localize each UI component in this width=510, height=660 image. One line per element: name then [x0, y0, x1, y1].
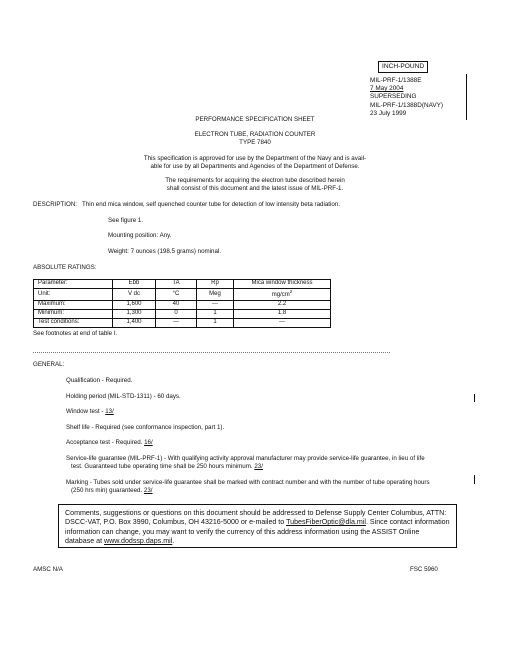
superseded-doc: MIL-PRF-1/1388D(NAVY) [370, 101, 444, 109]
unit-cell [234, 289, 331, 301]
superseding-label: SUPERSEDING [370, 93, 417, 101]
change-bar [474, 475, 475, 484]
acceptance-ref: 16/ [144, 439, 153, 446]
inch-pound-badge: INCH-POUND [378, 61, 428, 73]
marking [66, 479, 430, 495]
unit-text: mg/cm [271, 292, 290, 298]
change-bar [466, 74, 467, 120]
requirements-line-1: The requirements for acquiring the electron tube described herein [165, 177, 345, 184]
fsc-label: FSC 5960 [410, 566, 438, 573]
unit-superscript: 2 [289, 289, 293, 294]
qualification: Qualification - Required. [66, 377, 133, 384]
ratings-table [33, 279, 331, 328]
doc-number: MIL-PRF-1/1388E [370, 77, 422, 84]
service-line-2 [66, 463, 425, 471]
marking-line-2-text: (250 hrs min) guaranteed. [71, 486, 144, 494]
window-test-text: Window test - [66, 408, 106, 415]
header-cell: Parameter: [34, 280, 113, 289]
header-cell: TA [156, 280, 197, 289]
unit-cell: Unit: [34, 289, 113, 301]
doc-date: 7 May 2004 [370, 85, 404, 93]
header-cell: Ebb [113, 280, 156, 289]
notice-text-1: Comments, suggestions or questions on this document should be addressed to Defense Supply Center Columbus, ATTN: DSCC-VAT, P.O. Box 3990, Columbus, OH 43216-5000 or e-mailed to [65, 509, 447, 527]
table-cell: 1,400 [113, 318, 156, 327]
table-cell: 1 [197, 309, 234, 318]
ratings-title: ABSOLUTE RATINGS: [33, 264, 97, 271]
title-sheet: PERFORMANCE SPECIFICATION SHEET [195, 116, 315, 123]
acceptance-text: Acceptance test - Required. [66, 439, 145, 446]
ratings-footnote: See footnotes at end of table I. [33, 330, 118, 337]
unit-cell: °C [156, 289, 197, 301]
service-life-guarantee [66, 455, 425, 471]
contact-notice-box [58, 504, 457, 548]
window-test-ref: 13/ [105, 408, 114, 415]
document-header-block [370, 77, 443, 118]
unit-cell: V dc [113, 289, 156, 301]
acceptance-test [66, 439, 153, 447]
title-device: ELECTRON TUBE, RADIATION COUNTER [194, 131, 316, 138]
unit-cell: Meg [197, 289, 234, 301]
section-divider [33, 352, 390, 353]
amsc-label: AMSC N/A [33, 566, 63, 573]
notice-text-2: . Since contact information information can change, you may want to verify the currency of this address information using the ASSIST Online database at [65, 518, 450, 546]
table-row [34, 318, 331, 327]
table-cell: --- [197, 300, 234, 309]
table-row [34, 300, 331, 309]
table-cell: --- [156, 318, 197, 327]
table-cell: 0 [156, 309, 197, 318]
table-cell: 1,300 [113, 309, 156, 318]
change-bar [474, 394, 475, 402]
table-cell: 2.2 [234, 300, 331, 309]
table-cell: 1 [197, 318, 234, 327]
shelf-life: Shelf life - Required (see conformance inspection, part 1). [66, 424, 225, 431]
table-cell: Minimum: [34, 309, 113, 318]
marking-ref: 23/ [143, 486, 153, 494]
assist-url-link[interactable]: www.dodssp.daps.mil [104, 537, 173, 546]
table-cell: Maximum: [34, 300, 113, 309]
holding-period: Holding period (MIL-STD-1311) - 60 days. [66, 393, 181, 400]
service-line-1: Service-life guarantee (MIL-PRF-1) - With qualifying activity approval manufacturer may provide service-life guarantee, in lieu of life [66, 455, 425, 462]
table-cell: 1.8 [234, 309, 331, 318]
notice-text-3: . [172, 537, 175, 546]
table-cell: 40 [156, 300, 197, 309]
see-figure: See figure 1. [108, 217, 144, 224]
weight: Weight: 7 ounces (198.5 grams) nominal. [108, 248, 222, 255]
header-cell: Mica window thickness [234, 280, 331, 289]
description-label: DESCRIPTION: [33, 201, 78, 208]
title-type: TYPE 7840 [239, 139, 271, 146]
header-cell: Rp [197, 280, 234, 289]
service-line-2-text: test. Guaranteed tube operating time shall be 250 hours minimum. [71, 462, 255, 470]
table-row [34, 309, 331, 318]
general-label: GENERAL: [33, 361, 65, 368]
table-cell: --- [234, 318, 331, 327]
approval-line-1: This specification is approved for use by the Department of the Navy and is avail- [143, 155, 367, 162]
service-ref: 23/ [254, 462, 263, 470]
mounting-position: Mounting position: Any. [108, 232, 172, 239]
requirements-line-2: shall consist of this document and the latest issue of MIL-PRF-1. [166, 185, 344, 192]
approval-line-2: able for use by all Departments and Agencies of the Department of Defense. [150, 163, 360, 170]
table-header-row [34, 280, 331, 289]
contact-email-link[interactable]: TubesFiberOptic@dla.mil [286, 518, 366, 527]
window-test [66, 408, 114, 416]
table-cell: 1,600 [113, 300, 156, 309]
marking-line-1: Marking - Tubes sold under service-life guarantee shall be marked with contract number and with the number of tube operating hours [66, 479, 430, 486]
table-unit-row [34, 289, 331, 301]
description-text: Thin end mica window, self quenched counter tube for detection of low intensity beta radiation. [82, 201, 340, 208]
marking-line-2 [66, 487, 430, 495]
superseded-date: 23 July 1999 [370, 109, 407, 117]
table-cell: Test conditions: [34, 318, 113, 327]
